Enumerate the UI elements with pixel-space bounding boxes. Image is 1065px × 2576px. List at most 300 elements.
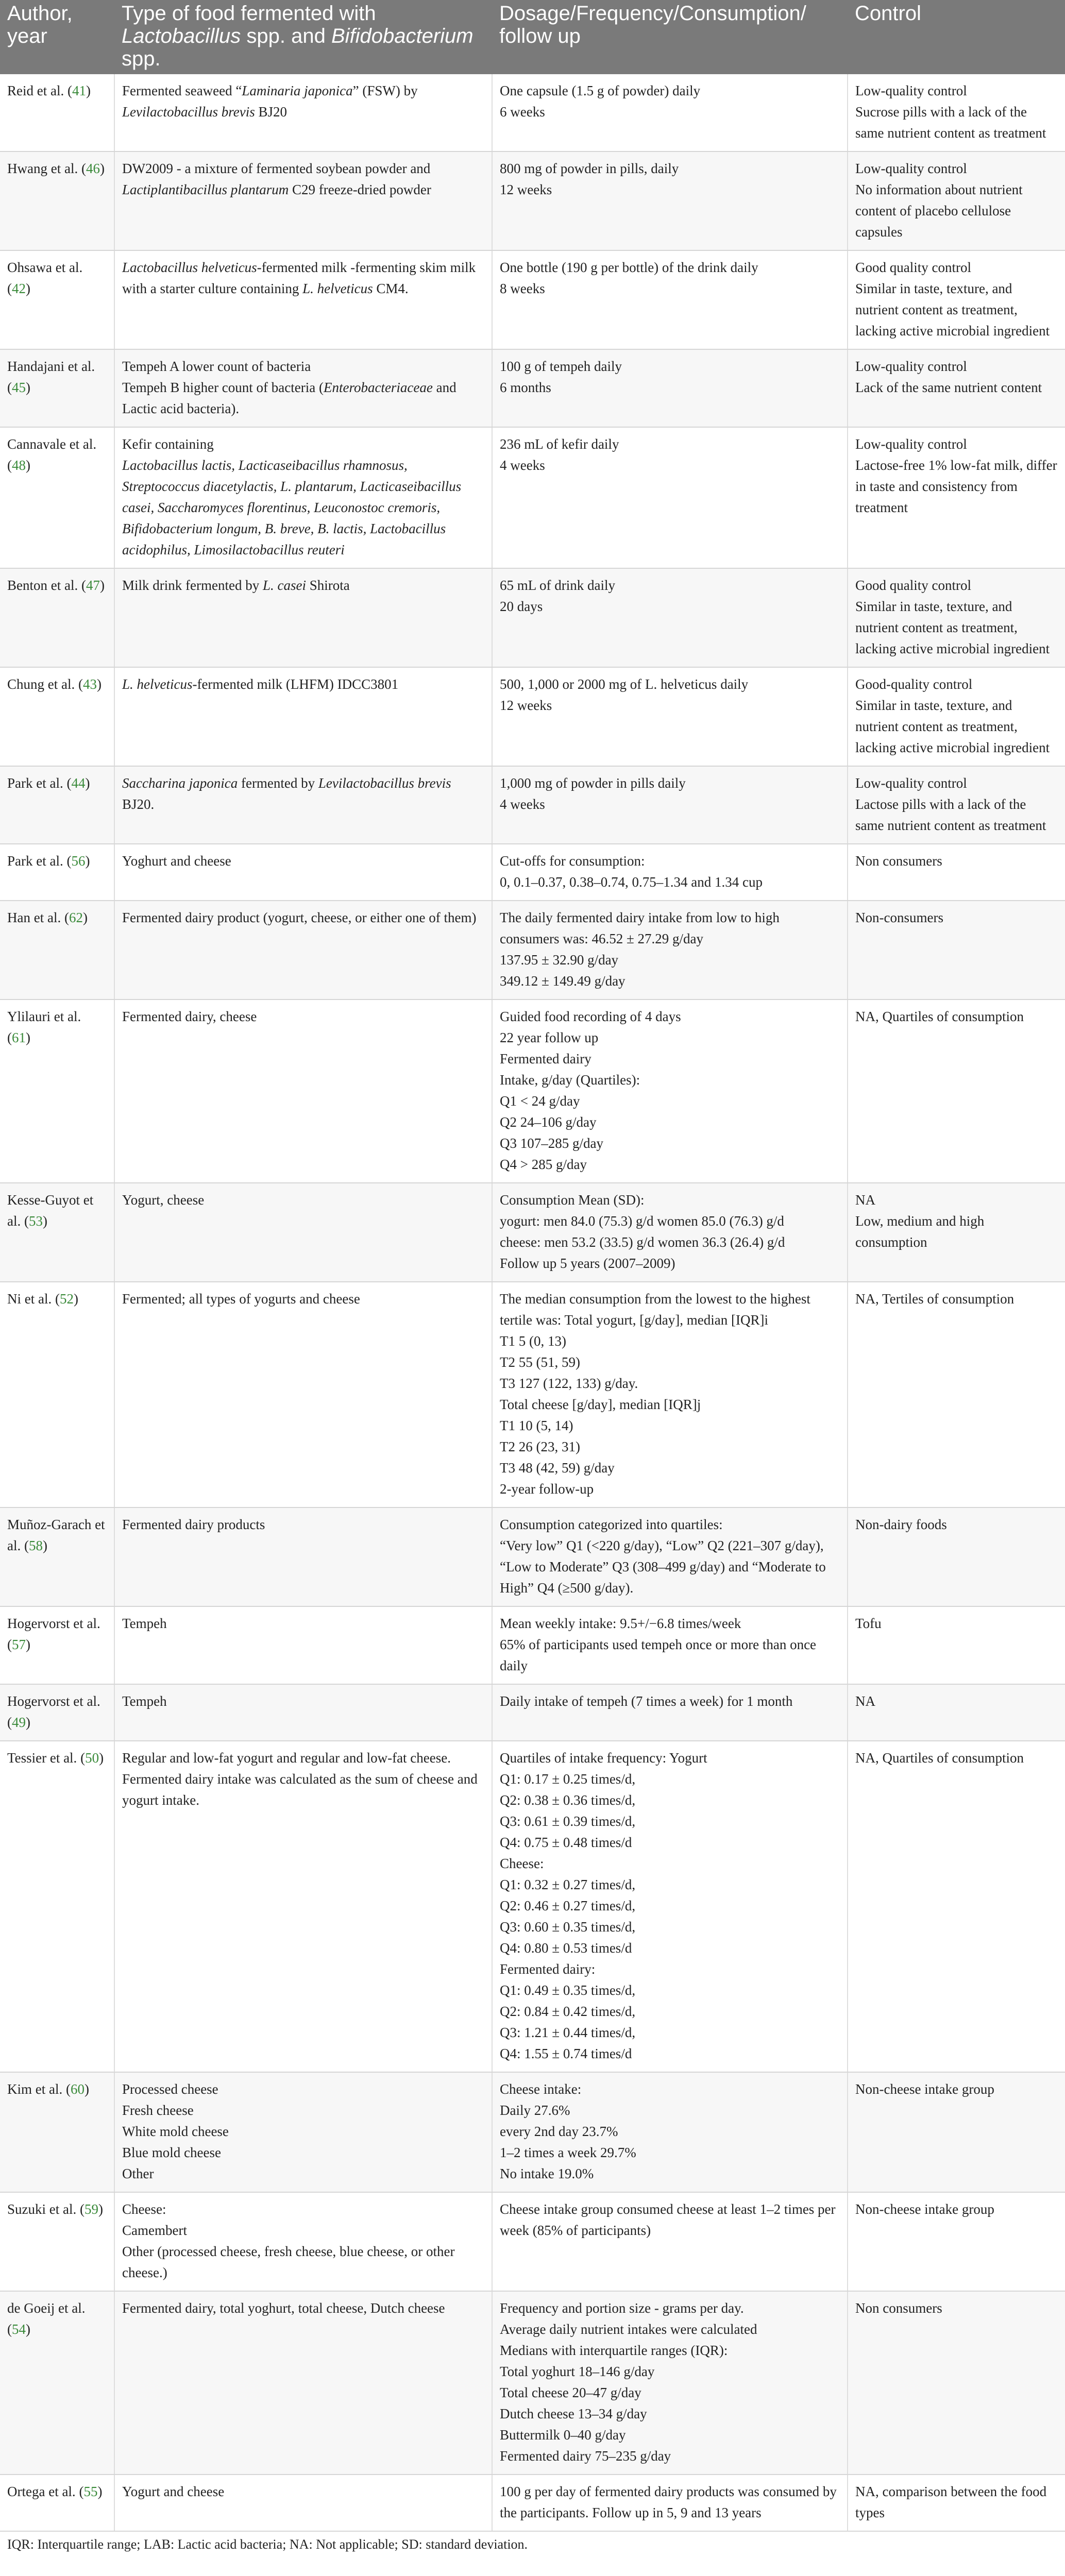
control-cell xyxy=(848,999,1065,1183)
dosage-line: 1–2 times a week 29.7% xyxy=(500,2145,636,2160)
dosage-line: Q1: 0.32 ± 0.27 times/d, xyxy=(500,1877,636,1892)
food-text: Tempeh xyxy=(122,1693,167,1709)
table-row xyxy=(0,2475,1065,2531)
author-name: Ortega et al. xyxy=(7,2484,76,2499)
control-line: NA, Quartiles of consumption xyxy=(855,1009,1024,1024)
dosage-line: Q1: 0.17 ± 0.25 times/d, xyxy=(500,1771,636,1787)
table-row xyxy=(0,151,1065,250)
dosage-line: Cut-offs for consumption: xyxy=(500,853,645,869)
dosage-line: 0, 0.1–0.37, 0.38–0.74, 0.75–1.34 and 1.34 cup xyxy=(500,874,763,890)
dosage-line: Q2: 0.46 ± 0.27 times/d, xyxy=(500,1898,636,1913)
reference-link[interactable]: 46 xyxy=(86,161,100,176)
food-text: Tempeh A lower count of bacteria xyxy=(122,359,311,374)
table-row xyxy=(0,2072,1065,2192)
reference-link[interactable]: 54 xyxy=(12,2321,26,2337)
dosage-line: 8 weeks xyxy=(500,281,545,296)
dosage-line: 1,000 mg of powder in pills daily xyxy=(500,775,686,791)
dosage-line: cheese: men 53.2 (33.5) g/d women 36.3 (26.4) g/d xyxy=(500,1234,785,1250)
food-text: BJ20. xyxy=(122,796,155,812)
food-text: Other (processed cheese, fresh cheese, blue cheese, or other cheese.) xyxy=(122,2244,455,2280)
author-cell: Muñoz-Garach et al. (58) xyxy=(0,1507,114,1606)
food-cell xyxy=(114,667,492,766)
table-row xyxy=(0,568,1065,667)
food-line xyxy=(122,2220,484,2241)
control-line: Similar in taste, texture, and nutrient content as treatment, lacking active microbial ingredient xyxy=(855,698,1050,755)
dosage-line: T1 5 (0, 13) xyxy=(500,1333,566,1349)
food-line xyxy=(122,1748,484,1811)
food-cell xyxy=(114,2291,492,2475)
food-cell xyxy=(114,427,492,568)
dosage-line: Quartiles of intake frequency: Yogurt xyxy=(500,1750,707,1766)
dosage-line: every 2nd day 23.7% xyxy=(500,2124,618,2139)
dosage-cell xyxy=(492,1507,848,1606)
reference-link[interactable]: 57 xyxy=(12,1637,26,1652)
dosage-line: Follow up 5 years (2007–2009) xyxy=(500,1256,675,1271)
food-cell xyxy=(114,1282,492,1507)
dosage-line: 6 weeks xyxy=(500,104,545,120)
dosage-cell xyxy=(492,766,848,844)
food-organism: Laminaria japonica xyxy=(242,83,353,98)
food-line xyxy=(122,158,484,200)
reference-link[interactable]: 47 xyxy=(86,578,100,593)
dosage-cell xyxy=(492,2475,848,2531)
author-name: Kim et al. xyxy=(7,2081,63,2097)
food-organism: Enterobacteriaceae xyxy=(323,380,433,395)
dosage-line: Consumption Mean (SD): xyxy=(500,1192,645,1208)
dosage-line: 6 months xyxy=(500,380,551,395)
dosage-cell xyxy=(492,1741,848,2072)
control-line: Non-dairy foods xyxy=(855,1517,947,1532)
food-text: Blue mold cheese xyxy=(122,2145,221,2160)
dosage-line: Total yoghurt 18–146 g/day xyxy=(500,2364,655,2379)
author-cell: Suzuki et al. (59) xyxy=(0,2192,114,2291)
control-line: Low-quality control xyxy=(855,83,967,98)
control-line: Similar in taste, texture, and nutrient content as treatment, lacking active microbial ingredient xyxy=(855,281,1050,338)
dosage-cell xyxy=(492,151,848,250)
dosage-line: Q3: 1.21 ± 0.44 times/d, xyxy=(500,2025,636,2040)
dosage-cell xyxy=(492,901,848,999)
food-cell xyxy=(114,1507,492,1606)
author-cell: Cannavale et al. (48) xyxy=(0,427,114,568)
table-row xyxy=(0,1684,1065,1741)
dosage-cell xyxy=(492,999,848,1183)
author-cell: Chung et al. (43) xyxy=(0,667,114,766)
header-row xyxy=(0,0,1065,74)
table-row xyxy=(0,2291,1065,2475)
food-text: Fermented seaweed “ xyxy=(122,83,242,98)
dosage-line: 20 days xyxy=(500,599,543,614)
food-text: Camembert xyxy=(122,2223,187,2238)
dosage-line: Q4: 1.55 ± 0.74 times/d xyxy=(500,2046,632,2061)
food-text: Fermented dairy, total yoghurt, total cheese, Dutch cheese xyxy=(122,2300,445,2316)
author-cell: Reid et al. (41) xyxy=(0,74,114,151)
dosage-cell xyxy=(492,250,848,349)
food-cell xyxy=(114,1606,492,1684)
food-text: Yogurt and cheese xyxy=(122,2484,225,2499)
reference-link[interactable]: 62 xyxy=(69,910,83,925)
reference-link[interactable]: 43 xyxy=(82,676,97,692)
food-line xyxy=(122,356,484,377)
dosage-line: Q2: 0.84 ± 0.42 times/d, xyxy=(500,2004,636,2019)
dosage-line: Q3 107–285 g/day xyxy=(500,1136,603,1151)
food-line xyxy=(122,907,484,928)
table-header xyxy=(0,0,1065,74)
dosage-line: The median consumption from the lowest to the highest tertile was: Total yogurt, [g/day], median [IQR]i xyxy=(500,1291,810,1328)
food-cell xyxy=(114,2072,492,2192)
reference-link[interactable]: 52 xyxy=(59,1291,74,1307)
control-line: Low, medium and high consumption xyxy=(855,1213,985,1250)
food-organism: L. helveticus xyxy=(302,281,373,296)
control-cell xyxy=(848,1741,1065,2072)
dosage-line: Q4: 0.75 ± 0.48 times/d xyxy=(500,1835,632,1850)
food-line xyxy=(122,851,484,872)
reference-link[interactable]: 56 xyxy=(71,853,86,869)
reference-link[interactable]: 42 xyxy=(12,281,26,296)
food-line xyxy=(122,2481,484,2502)
dosage-line: Q1: 0.49 ± 0.35 times/d, xyxy=(500,1982,636,1998)
author-name: Benton et al. xyxy=(7,578,78,593)
reference-link[interactable]: 60 xyxy=(70,2081,84,2097)
author-name: Hogervorst et al. xyxy=(7,1693,100,1709)
dosage-line: Consumption categorized into quartiles: xyxy=(500,1517,723,1532)
food-text: Shirota xyxy=(306,578,350,593)
dosage-cell xyxy=(492,1183,848,1282)
dosage-line: Total cheese [g/day], median [IQR]j xyxy=(500,1397,701,1412)
dosage-line: Daily intake of tempeh (7 times a week) for 1 month xyxy=(500,1693,793,1709)
dosage-line: Medians with interquartile ranges (IQR): xyxy=(500,2343,728,2358)
table-row xyxy=(0,1282,1065,1507)
food-organism: L. helveticus xyxy=(122,676,193,692)
dosage-line: Mean weekly intake: 9.5+/−6.8 times/week xyxy=(500,1616,741,1631)
food-cell xyxy=(114,1741,492,2072)
dosage-line: Q2: 0.38 ± 0.36 times/d, xyxy=(500,1792,636,1808)
food-text: fermented by xyxy=(238,775,318,791)
dosage-line: 100 g per day of fermented dairy products was consumed by the participants. Follow up in 5, 9 and 13 years xyxy=(500,2484,837,2520)
author-name: Tessier et al. xyxy=(7,1750,77,1766)
dosage-line: 65 mL of drink daily xyxy=(500,578,615,593)
control-line: NA, Tertiles of consumption xyxy=(855,1291,1015,1307)
author-name: Kesse-Guyot et al. xyxy=(7,1192,94,1229)
table-row xyxy=(0,74,1065,151)
food-line xyxy=(122,674,484,695)
food-text: Regular and low-fat yogurt and regular and low-fat cheese. Fermented dairy intake was calculated as the sum of cheese and yogurt intake. xyxy=(122,1750,478,1808)
author-cell: Benton et al. (47) xyxy=(0,568,114,667)
reference-link[interactable]: 53 xyxy=(29,1213,43,1229)
control-line: Low-quality control xyxy=(855,436,967,452)
dosage-line: Q3: 0.60 ± 0.35 times/d, xyxy=(500,1919,636,1935)
food-text: Other xyxy=(122,2166,154,2181)
control-line: Lack of the same nutrient content xyxy=(855,380,1042,395)
author-cell: Ortega et al. (55) xyxy=(0,2475,114,2531)
food-cell xyxy=(114,1684,492,1741)
control-cell xyxy=(848,568,1065,667)
control-line: Non consumers xyxy=(855,2300,942,2316)
author-name: Ohsawa et al. xyxy=(7,260,83,275)
control-cell xyxy=(848,667,1065,766)
control-cell xyxy=(848,2192,1065,2291)
reference-link[interactable]: 59 xyxy=(84,2201,98,2217)
header-food-genus-2: Bifidobacterium xyxy=(331,25,474,47)
dosage-line: Q1 < 24 g/day xyxy=(500,1093,580,1109)
table-row xyxy=(0,667,1065,766)
food-line xyxy=(122,257,484,299)
food-line xyxy=(122,1613,484,1634)
reference-link[interactable]: 61 xyxy=(12,1030,26,1045)
control-line: Good quality control xyxy=(855,578,971,593)
food-line xyxy=(122,2163,484,2184)
food-cell xyxy=(114,2192,492,2291)
food-line xyxy=(122,1289,484,1310)
control-line: Lactose pills with a lack of the same nutrient content as treatment xyxy=(855,796,1046,833)
dosage-cell xyxy=(492,2291,848,2475)
control-line: Non consumers xyxy=(855,853,942,869)
control-line: Non-cheese intake group xyxy=(855,2201,994,2217)
dosage-cell xyxy=(492,2072,848,2192)
dosage-cell xyxy=(492,1684,848,1741)
control-line: Similar in taste, texture, and nutrient content as treatment, lacking active microbial ingredient xyxy=(855,599,1050,656)
control-line: No information about nutrient content of placebo cellulose capsules xyxy=(855,182,1023,240)
dosage-line: T2 55 (51, 59) xyxy=(500,1354,580,1370)
author-name: Suzuki et al. xyxy=(7,2201,77,2217)
dosage-line: 500, 1,000 or 2000 mg of L. helveticus daily xyxy=(500,676,749,692)
dosage-line: Daily 27.6% xyxy=(500,2103,570,2118)
control-line: NA, Quartiles of consumption xyxy=(855,1750,1024,1766)
dosage-line: Intake, g/day (Quartiles): xyxy=(500,1072,640,1088)
food-line xyxy=(122,2298,484,2319)
author-cell: Hogervorst et al. (57) xyxy=(0,1606,114,1684)
author-cell: Hwang et al. (46) xyxy=(0,151,114,250)
control-line: Lactose-free 1% low-fat milk, differ in taste and consistency from treatment xyxy=(855,457,1057,515)
dosage-line: One bottle (190 g per bottle) of the drink daily xyxy=(500,260,758,275)
food-line xyxy=(122,1691,484,1712)
food-line xyxy=(122,2121,484,2142)
table-row xyxy=(0,844,1065,901)
food-text: Milk drink fermented by xyxy=(122,578,263,593)
control-line: Non-consumers xyxy=(855,910,943,925)
dosage-line: 800 mg of powder in pills, daily xyxy=(500,161,679,176)
dosage-line: Dutch cheese 13–34 g/day xyxy=(500,2406,647,2421)
header-food-genus-1: Lactobacillus xyxy=(122,25,241,47)
author-name: Han et al. xyxy=(7,910,61,925)
food-line xyxy=(122,455,484,561)
dosage-line: T2 26 (23, 31) xyxy=(500,1439,580,1454)
food-text: -fermented milk (LHFM) IDCC3801 xyxy=(192,676,399,692)
food-text: Fermented dairy product (yogurt, cheese, or either one of them) xyxy=(122,910,477,925)
author-name: de Goeij et al. xyxy=(7,2300,86,2316)
author-name: Park et al. xyxy=(7,775,63,791)
food-organism: Levilactobacillus brevis xyxy=(122,104,255,120)
control-line: Good-quality control xyxy=(855,676,973,692)
food-cell xyxy=(114,766,492,844)
author-name: Muñoz-Garach et al. xyxy=(7,1517,105,1553)
food-text: Processed cheese xyxy=(122,2081,218,2097)
food-text: BJ20 xyxy=(255,104,287,120)
dosage-cell xyxy=(492,1606,848,1684)
food-organism: Saccharina japonica xyxy=(122,775,238,791)
control-cell xyxy=(848,74,1065,151)
reference-link[interactable]: 44 xyxy=(71,775,86,791)
dosage-line: 349.12 ± 149.49 g/day xyxy=(500,973,626,989)
table-row xyxy=(0,427,1065,568)
food-line xyxy=(122,2142,484,2163)
food-line xyxy=(122,2199,484,2220)
dosage-line: 2-year follow-up xyxy=(500,1481,594,1497)
control-cell xyxy=(848,844,1065,901)
food-cell xyxy=(114,151,492,250)
dosage-line: 12 weeks xyxy=(500,182,552,197)
food-text: and Lactic acid bacteria). xyxy=(122,380,457,416)
table-row xyxy=(0,1507,1065,1606)
food-cell xyxy=(114,1183,492,1282)
dosage-line: Average daily nutrient intakes were calculated xyxy=(500,2321,757,2337)
food-cell xyxy=(114,349,492,427)
dosage-line: The daily fermented dairy intake from low to high consumers was: 46.52 ± 27.29 g/day xyxy=(500,910,780,946)
dosage-line: Q2 24–106 g/day xyxy=(500,1114,597,1130)
food-text: Fermented dairy, cheese xyxy=(122,1009,257,1024)
dosage-line: 236 mL of kefir daily xyxy=(500,436,619,452)
dosage-line: Frequency and portion size - grams per day. xyxy=(500,2300,744,2316)
dosage-cell xyxy=(492,427,848,568)
food-text: Tempeh B higher count of bacteria ( xyxy=(122,380,324,395)
reference-link[interactable]: 58 xyxy=(29,1538,43,1553)
control-cell xyxy=(848,349,1065,427)
control-cell xyxy=(848,250,1065,349)
author-name: Cannavale et al. xyxy=(7,436,97,452)
author-cell: Park et al. (56) xyxy=(0,844,114,901)
control-line: Low-quality control xyxy=(855,161,967,176)
author-name: Park et al. xyxy=(7,853,63,869)
dosage-line: “Very low” Q1 (<220 g/day), “Low” Q2 (221–307 g/day), “Low to Moderate” Q3 (308–499 g/day) and “Moderate to High” Q4 (≥500 g/day). xyxy=(500,1538,826,1596)
author-name: Reid et al. xyxy=(7,83,64,98)
control-cell xyxy=(848,2291,1065,2475)
table-body xyxy=(0,74,1065,2531)
dosage-line: 12 weeks xyxy=(500,698,552,713)
dosage-cell xyxy=(492,2192,848,2291)
food-organism: Lactobacillus helveticus xyxy=(122,260,257,275)
header-food-post: spp. xyxy=(122,47,161,70)
food-text: Fresh cheese xyxy=(122,2103,194,2118)
table-row xyxy=(0,766,1065,844)
control-cell xyxy=(848,2475,1065,2531)
food-organism: Lactiplantibacillus plantarum xyxy=(122,182,289,197)
food-text: C29 freeze-dried powder xyxy=(289,182,431,197)
food-cell xyxy=(114,250,492,349)
dosage-line: 100 g of tempeh daily xyxy=(500,359,622,374)
food-line xyxy=(122,1190,484,1211)
reference-link[interactable]: 55 xyxy=(83,2484,98,2499)
dosage-line: No intake 19.0% xyxy=(500,2166,594,2181)
dosage-cell xyxy=(492,568,848,667)
author-cell: Kesse-Guyot et al. (53) xyxy=(0,1183,114,1282)
dosage-line: yogurt: men 84.0 (75.3) g/d women 85.0 (76.3) g/d xyxy=(500,1213,784,1229)
dosage-cell xyxy=(492,844,848,901)
author-cell: Ohsawa et al. (42) xyxy=(0,250,114,349)
control-line: Sucrose pills with a lack of the same nutrient content as treatment xyxy=(855,104,1046,141)
food-text: Fermented; all types of yogurts and cheese xyxy=(122,1291,360,1307)
food-text: ” (FSW) by xyxy=(352,83,418,98)
control-line: Non-cheese intake group xyxy=(855,2081,994,2097)
reference-link[interactable]: 49 xyxy=(12,1715,26,1730)
author-name: Hwang et al. xyxy=(7,161,78,176)
food-text: Yoghurt and cheese xyxy=(122,853,231,869)
dosage-line: Total cheese 20–47 g/day xyxy=(500,2385,641,2400)
reference-link[interactable]: 48 xyxy=(12,457,26,473)
author-name: Hogervorst et al. xyxy=(7,1616,100,1631)
food-organism: L. casei xyxy=(262,578,306,593)
food-organism: Levilactobacillus brevis xyxy=(318,775,451,791)
author-cell: Handajani et al. (45) xyxy=(0,349,114,427)
dosage-cell xyxy=(492,667,848,766)
control-line: Tofu xyxy=(855,1616,882,1631)
author-name: Chung et al. xyxy=(7,676,75,692)
header-food-pre: Type of food fermented with xyxy=(122,2,376,25)
food-line xyxy=(122,377,484,419)
dosage-line: 4 weeks xyxy=(500,457,545,473)
dosage-line: Guided food recording of 4 days xyxy=(500,1009,681,1024)
reference-link[interactable]: 41 xyxy=(72,83,86,98)
author-cell: Hogervorst et al. (49) xyxy=(0,1684,114,1741)
food-cell xyxy=(114,901,492,999)
dosage-line: Fermented dairy 75–235 g/day xyxy=(500,2448,671,2464)
food-line xyxy=(122,2241,484,2283)
food-cell xyxy=(114,2475,492,2531)
reference-link[interactable]: 50 xyxy=(85,1750,99,1766)
header-author-year: Author, year xyxy=(0,0,114,74)
author-cell: Park et al. (44) xyxy=(0,766,114,844)
table-row xyxy=(0,349,1065,427)
dosage-cell xyxy=(492,74,848,151)
table-row xyxy=(0,901,1065,999)
control-cell xyxy=(848,151,1065,250)
dosage-line: Q3: 0.61 ± 0.39 times/d, xyxy=(500,1814,636,1829)
table-row xyxy=(0,250,1065,349)
control-cell xyxy=(848,1684,1065,1741)
dosage-line: Cheese intake group consumed cheese at least 1–2 times per week (85% of participants) xyxy=(500,2201,836,2238)
food-text: Kefir containing xyxy=(122,436,214,452)
dosage-line: 4 weeks xyxy=(500,796,545,812)
control-line: Low-quality control xyxy=(855,775,967,791)
food-cell xyxy=(114,74,492,151)
food-text: Yogurt, cheese xyxy=(122,1192,205,1208)
food-cell xyxy=(114,568,492,667)
table-row xyxy=(0,999,1065,1183)
food-text: CM4. xyxy=(373,281,409,296)
food-line xyxy=(122,80,484,123)
header-dosage: Dosage/Frequency/Consumption/ follow up xyxy=(492,0,848,74)
food-text: -fermented milk -fermenting skim milk with a starter culture containing xyxy=(122,260,476,296)
dosage-line: T3 127 (122, 133) g/day. xyxy=(500,1376,638,1391)
control-cell xyxy=(848,766,1065,844)
table-row xyxy=(0,2192,1065,2291)
header-control: Control xyxy=(848,0,1065,74)
dosage-cell xyxy=(492,1282,848,1507)
author-cell: Ni et al. (52) xyxy=(0,1282,114,1507)
food-text: Fermented dairy products xyxy=(122,1517,265,1532)
control-cell xyxy=(848,1282,1065,1507)
control-line: NA xyxy=(855,1693,875,1709)
table-row xyxy=(0,1183,1065,1282)
control-line: Low-quality control xyxy=(855,359,967,374)
reference-link[interactable]: 45 xyxy=(12,380,26,395)
table-footnote: IQR: Interquartile range; LAB: Lactic acid bacteria; NA: Not applicable; SD: standard deviation. xyxy=(7,2537,528,2552)
dosage-line: Fermented dairy xyxy=(500,1051,591,1066)
dosage-line: T3 48 (42, 59) g/day xyxy=(500,1460,615,1476)
dosage-line: Buttermilk 0–40 g/day xyxy=(500,2427,626,2443)
author-cell: Han et al. (62) xyxy=(0,901,114,999)
table-row xyxy=(0,1741,1065,2072)
food-cell xyxy=(114,999,492,1183)
food-line xyxy=(122,2100,484,2121)
